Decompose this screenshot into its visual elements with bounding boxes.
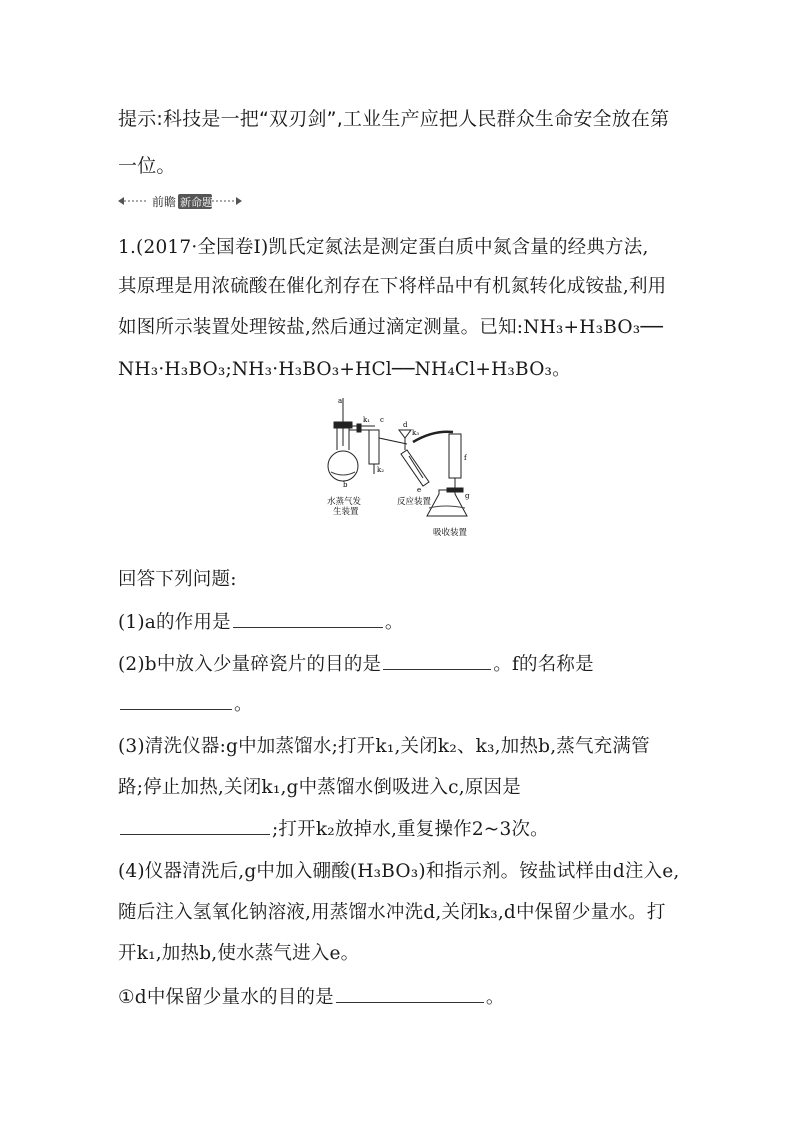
question-2-cont [118, 690, 253, 716]
apparatus-diagram [323, 394, 475, 540]
question-3-line-3 [118, 815, 549, 841]
question-2 [118, 650, 594, 676]
q1-period: 。 [384, 612, 404, 633]
q2-text: (2)b中放入少量碎瓷片的目的是 [118, 654, 382, 675]
q2-blank-1[interactable] [383, 653, 491, 670]
label-k2: k₂ [377, 466, 385, 474]
label-k1: k₁ [363, 416, 371, 424]
question-4-line-2: 随后注入氢氧化钠溶液,用蒸馏水冲洗d,关闭k₃,d中保留少量水。打 [118, 902, 666, 923]
label-a: a [338, 397, 343, 405]
hint-line-2: 一位。 [118, 155, 176, 177]
question-3-line-2: 路;停止加热,关闭k₁,g中蒸馏水倒吸进入c,原因是 [118, 777, 521, 798]
question-5 [118, 983, 505, 1009]
banner-right-text: 新命题 [180, 196, 213, 209]
label-d: d [403, 421, 408, 429]
question-line-3: 如图所示装置处理铵盐,然后通过滴定测量。已知:NH₃+H₃BO₃── [118, 317, 664, 338]
question-4-line-3: 开k₁,加热b,使水蒸气进入e。 [118, 943, 360, 964]
question-3-line-1: (3)清洗仪器:g中加蒸馏水;打开k₁,关闭k₂、k₃,加热b,蒸气充满管 [118, 736, 650, 757]
q2-period: 。 [234, 694, 253, 715]
q3-tail: ;打开k₂放掉水,重复操作2~3次。 [272, 819, 549, 840]
hint-line-1: 提示:科技是一把“双刃剑”,工业生产应把人民群众生命安全放在第 [118, 108, 670, 130]
question-line-4: NH₃·H₃BO₃;NH₃·H₃BO₃+HCl──NH₄Cl+H₃BO₃。 [118, 359, 571, 380]
label-b: b [343, 481, 348, 489]
label-f: f [464, 454, 467, 462]
caption-reaction: 反应装置 [397, 497, 432, 507]
banner-left-text: 前瞻 [152, 195, 177, 209]
label-c-top: c [380, 416, 384, 424]
answer-intro: 回答下列问题: [118, 569, 237, 590]
q5-text: ①d中保留少量水的目的是 [118, 987, 334, 1008]
question-line-2: 其原理是用浓硫酸在催化剂存在下将样品中有机氮转化成铵盐,利用 [118, 276, 667, 297]
label-k3: k₃ [412, 429, 420, 437]
caption-absorb: 吸收装置 [433, 528, 468, 538]
q2-blank-2[interactable] [120, 693, 232, 710]
caption-generator-2: 生装置 [333, 507, 359, 517]
caption-generator-1: 水蒸气发 [327, 497, 362, 507]
question-4-line-1: (4)仪器清洗后,g中加入硼酸(H₃BO₃)和指示剂。铵盐试样由d注入e, [118, 861, 680, 882]
q3-blank[interactable] [120, 818, 270, 835]
q1-blank[interactable] [233, 611, 383, 628]
q5-period: 。 [485, 987, 505, 1008]
label-g: g [465, 492, 470, 500]
question-line-1: 1.(2017·全国卷Ⅰ)凯氏定氮法是测定蛋白质中氮含量的经典方法, [118, 237, 649, 258]
label-e: e [417, 486, 422, 494]
question-1 [118, 608, 404, 634]
q2-mid: 。f的名称是 [493, 654, 594, 675]
q1-text: (1)a的作用是 [118, 612, 231, 633]
section-banner [118, 191, 242, 211]
q5-blank[interactable] [336, 986, 484, 1003]
